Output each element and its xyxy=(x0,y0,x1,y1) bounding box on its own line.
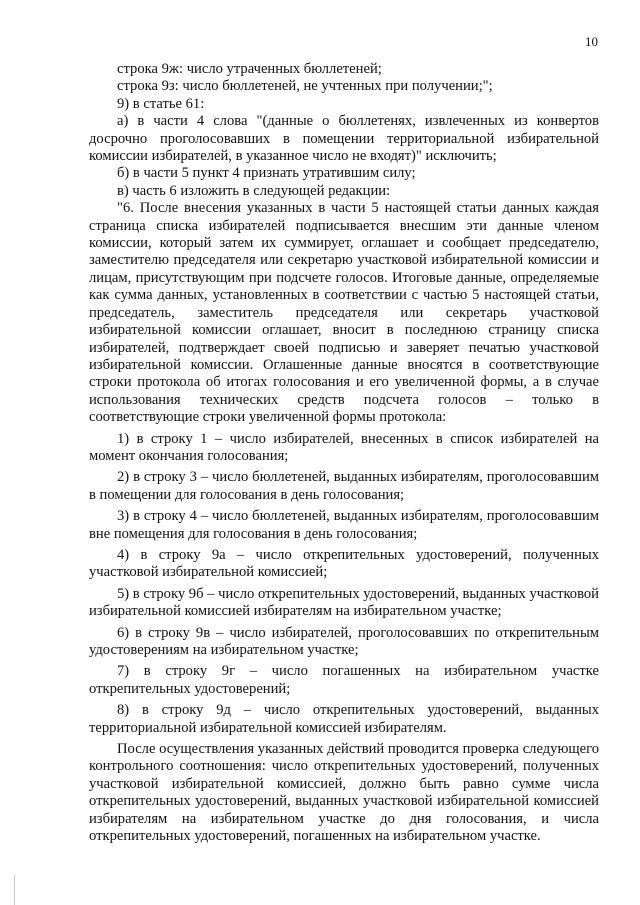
list-item-4: 4) в строку 9а – число открепительных удостоверений, полученных участковой избирательной комиссией; xyxy=(89,546,599,581)
paragraph-subitem-v: в) часть 6 изложить в следующей редакции: xyxy=(117,182,391,199)
list-item-1: 1) в строку 1 – число избирателей, внесенных в список избирателей на момент окончания голосования; xyxy=(89,430,599,464)
paragraph-subitem-a: а) в части 4 слова "(данные о бюллетенях, извлеченных из конвертов досрочно проголосовавших в помещении территориальной избирательной комиссии избирателей, в указанное число не входят)" исключить; xyxy=(89,113,599,165)
list-item-5: 5) в строку 9б – число открепительных удостоверений, выданных участковой избирательной комиссией избирателям на избирательном участке; xyxy=(89,585,599,620)
paragraph-part-6: "6. После внесения указанных в части 5 настоящей статьи данных каждая страница списка избирателей подписывается внесшим эти данные членом комиссии, который затем их суммирует, оглашает и сообщает председателю, заместителю председателя или секретарю участковой избирательной комиссии и лицам, присутствующим при подсчете голосов. Итоговые данные, определяемые как сумма данных, установленных в соответствии с частью 5 настоящей статьи, председатель, заместитель председателя или секретарь участковой избирательной комиссии оглашает, вносит в последнюю страницу списка избирателей, подтверждает своей подписью и заверяет печатью участковой избирательной комиссии. Оглашенные данные вносятся в соответствующие строки протокола об итогах голосования и его увеличенной формы, а в случае использования технических средств подсчета голосов – только в соответствующие строки увеличенной формы протокола: xyxy=(89,200,599,426)
paragraph-control-check: После осуществления указанных действий проводится проверка следующего контрольного соотношения: число открепительных удостоверений, полученных участковой избирательной комиссией, должно быть равно сумме числа открепительных удостоверений, выданных участковой избирательной комиссией избирателям на избирательном участке до дня голосования, и числа открепительных удостоверений, погашенных на избирательном участке. xyxy=(89,741,599,845)
list-item-2: 2) в строку 3 – число бюллетеней, выданных избирателям, проголосовавшим в помещении для голосования в день голосования; xyxy=(89,469,599,503)
list-item-7: 7) в строку 9г – число погашенных на избирательном участке открепительных удостоверений; xyxy=(89,663,599,697)
paragraph-item-9: 9) в статье 61: xyxy=(117,95,205,112)
paragraph-subitem-b: б) в части 5 пункт 4 признать утратившим силу; xyxy=(117,165,416,182)
page-edge-mark xyxy=(0,875,15,905)
list-item-8: 8) в строку 9д – число открепительных удостоверений, выданных территориальной избирательной комиссией избирателям. xyxy=(89,702,599,736)
page-number: 10 xyxy=(585,34,598,49)
list-item-3: 3) в строку 4 – число бюллетеней, выданных избирателям, проголосовавшим вне помещения для голосования в день голосования; xyxy=(89,508,599,542)
paragraph-line-9zh: строка 9ж: число утраченных бюллетеней; xyxy=(117,61,382,77)
list-item-6: 6) в строку 9в – число избирателей, проголосовавших по открепительным удостоверениям на избирательном участке; xyxy=(89,624,599,658)
document-body xyxy=(89,61,599,845)
paragraph-line-9z: строка 9з: число бюллетеней, не учтенных при получении;"; xyxy=(117,78,493,95)
